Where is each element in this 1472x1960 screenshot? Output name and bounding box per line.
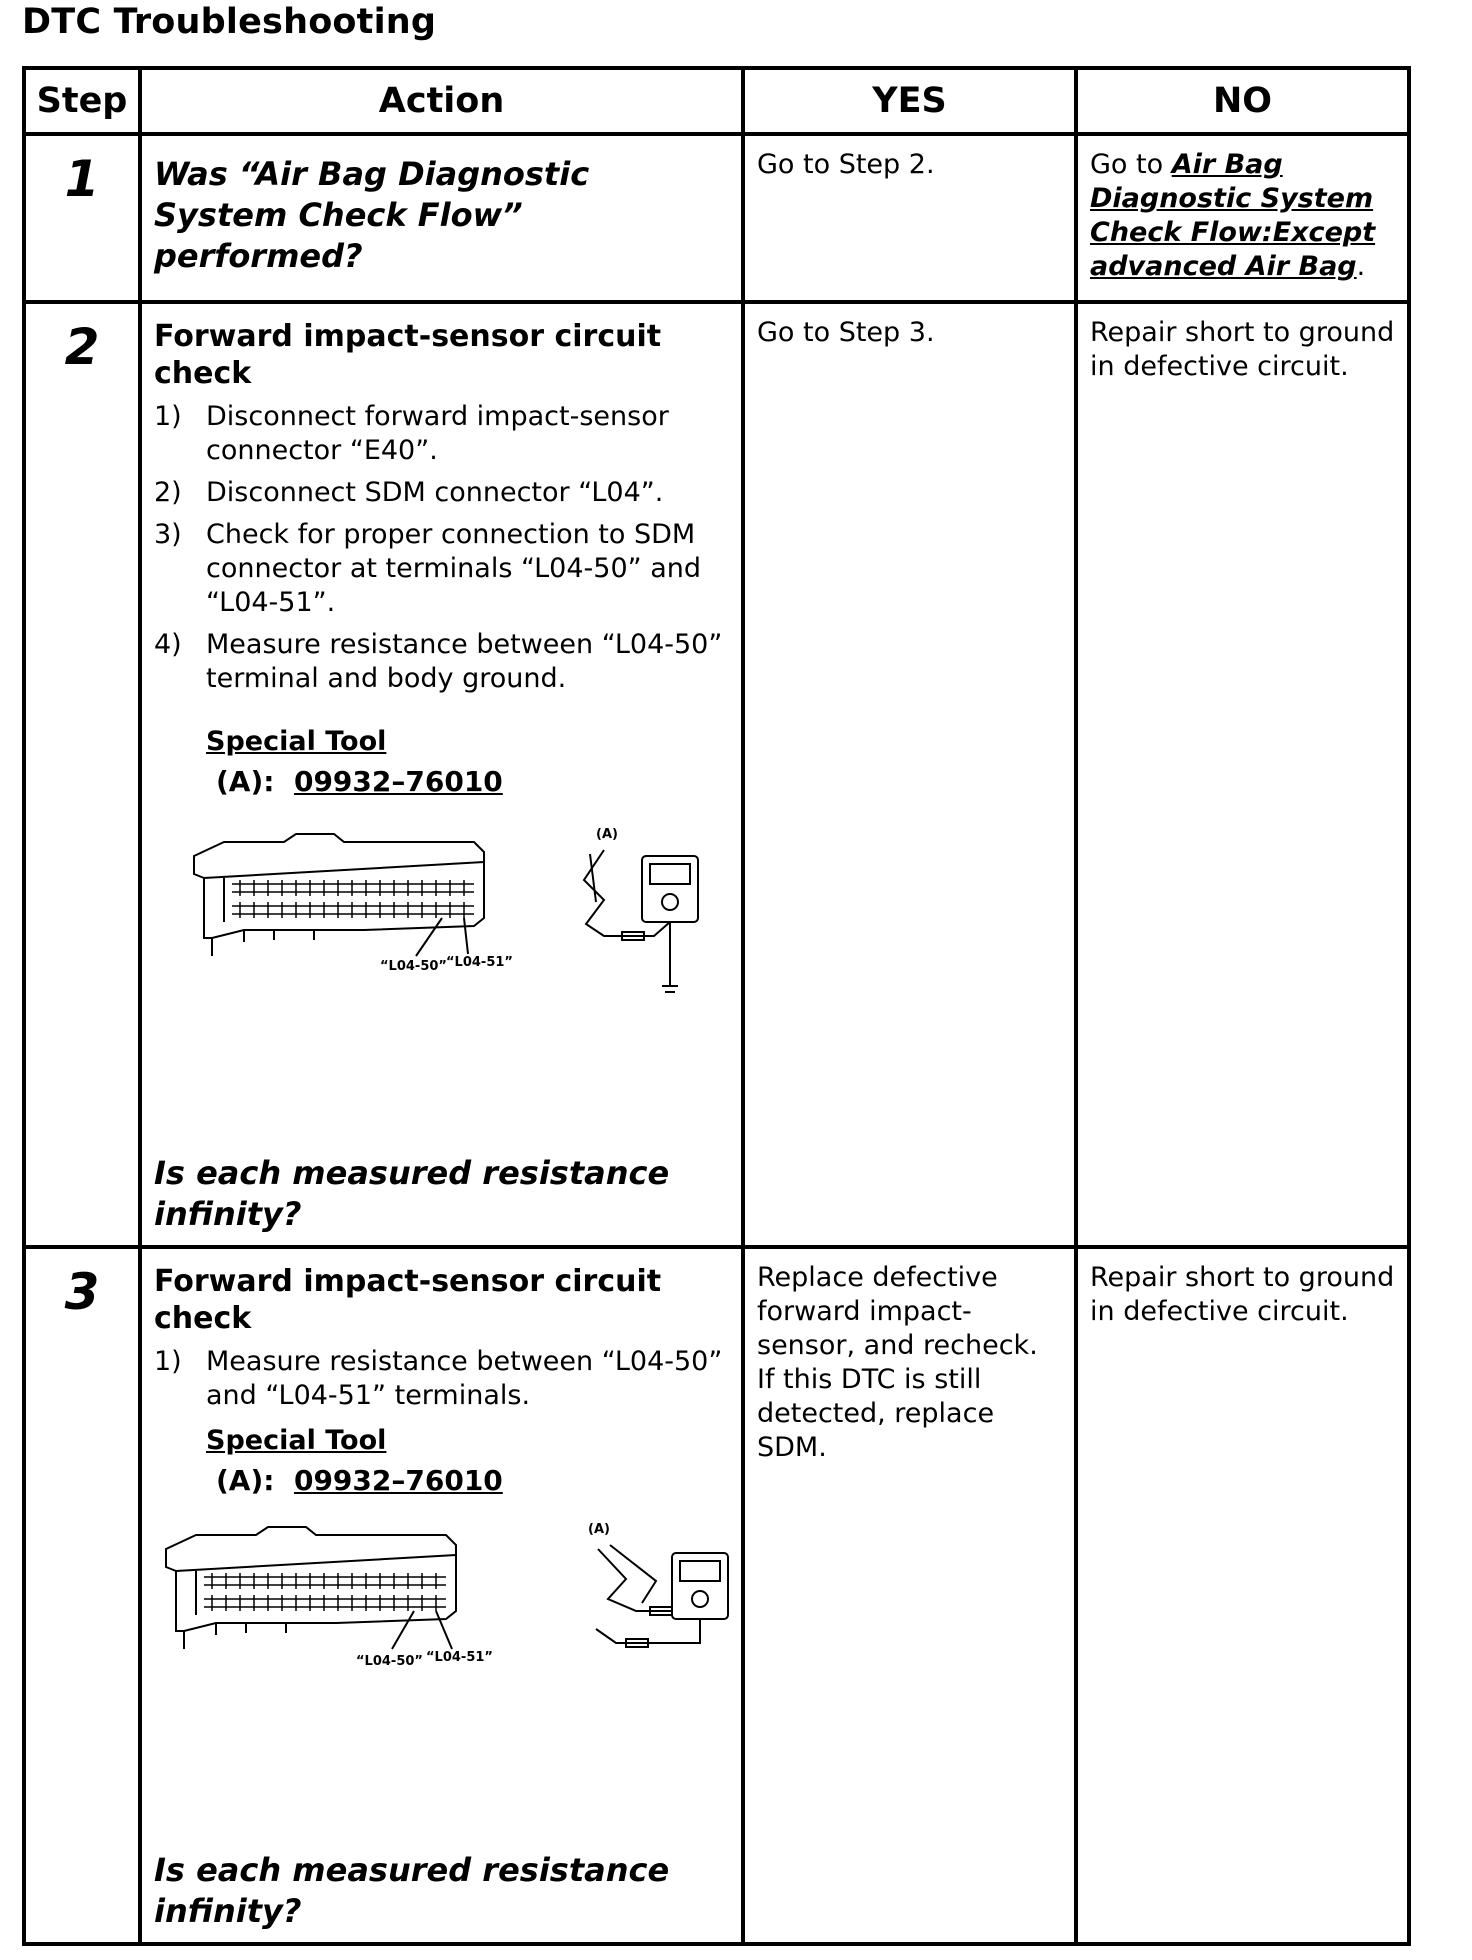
list-item: [154, 628, 729, 696]
table-header-row: [24, 68, 1409, 134]
step-title: Forward impact-sensor circuit check: [154, 319, 662, 391]
page-title: DTC Troubleshooting: [22, 2, 437, 42]
tool-prefix: (A):: [216, 1464, 275, 1497]
list-item: [154, 476, 729, 510]
tool-tag-label: (A): [588, 1522, 610, 1537]
step-question: Is each measured resistance infinity?: [154, 1851, 670, 1930]
special-tool-line: [216, 1461, 729, 1501]
special-tool-label: Special Tool: [206, 1425, 387, 1456]
header-action: Action: [140, 68, 743, 134]
no-cell: Repair short to ground in defective circuit.: [1076, 302, 1409, 1247]
sdm-connector-icon: [194, 834, 484, 956]
item-text: Disconnect SDM connector “L04”.: [206, 477, 664, 508]
item-number: 1): [154, 401, 182, 432]
connector-tester-diagram: [156, 1519, 736, 1689]
no-cell: Repair short to ground in defective circuit.: [1076, 1247, 1409, 1944]
item-text: Check for proper connection to SDM connector at terminals “L04-50” and “L04-51”.: [206, 519, 702, 618]
list-item: [154, 400, 729, 468]
yes-cell: Replace defective forward impact-sensor, and recheck. If this DTC is still detected, replace SDM.: [743, 1247, 1076, 1944]
table-row-step-3: [24, 1247, 1409, 1944]
tool-prefix: (A):: [216, 765, 275, 798]
procedure-list: [154, 1345, 729, 1413]
tool-number: 09932–76010: [293, 765, 503, 798]
special-tool-line: [216, 762, 729, 802]
tool-tag-label: (A): [596, 827, 618, 842]
step-number: 1: [24, 134, 140, 302]
terminal-label-l04-50: “L04-50”: [380, 959, 447, 974]
table-row-step-2: [24, 302, 1409, 1247]
header-no: NO: [1076, 68, 1409, 134]
procedure-list: [154, 400, 729, 696]
yes-cell: Go to Step 2.: [743, 134, 1076, 302]
terminal-label-l04-51: “L04-51”: [446, 955, 513, 970]
item-number: 2): [154, 477, 182, 508]
step-question: Is each measured resistance infinity?: [154, 1154, 670, 1233]
step-question: Was “Air Bag Diagnostic System Check Flow” performed?: [154, 155, 590, 275]
item-text: Disconnect forward impact-sensor connector “E40”.: [206, 401, 669, 466]
tool-number: 09932–76010: [293, 1464, 503, 1497]
dtc-table: [22, 66, 1411, 1946]
header-step: Step: [24, 68, 140, 134]
terminal-label-l04-50: “L04-50”: [356, 1654, 423, 1669]
sdm-connector-icon: [166, 1527, 456, 1649]
step-title: Forward impact-sensor circuit check: [154, 1264, 662, 1336]
step-number: 3: [24, 1247, 140, 1944]
item-number: 3): [154, 519, 182, 550]
no-prefix: Go to: [1090, 149, 1172, 180]
header-yes: YES: [743, 68, 1076, 134]
multimeter-icon: [596, 1545, 728, 1647]
list-item: [154, 518, 729, 620]
multimeter-icon: [584, 850, 698, 992]
table-row-step-1: [24, 134, 1409, 302]
terminal-label-l04-51: “L04-51”: [426, 1650, 493, 1665]
special-tool-label: Special Tool: [206, 726, 387, 757]
check-flow-link[interactable]: Air Bag Diagnostic System Check Flow:Except advanced Air Bag: [1090, 149, 1376, 282]
action-cell: [140, 302, 743, 1247]
no-suffix: .: [1356, 251, 1366, 282]
item-text: Measure resistance between “L04-50” terminal and body ground.: [206, 629, 723, 694]
item-number: 1): [154, 1346, 182, 1377]
action-cell: [140, 134, 743, 302]
connector-tester-diagram: [184, 826, 744, 1006]
list-item: [154, 1345, 729, 1413]
yes-cell: Go to Step 3.: [743, 302, 1076, 1247]
step-number: 2: [24, 302, 140, 1247]
item-number: 4): [154, 629, 182, 660]
item-text: Measure resistance between “L04-50” and “L04-51” terminals.: [206, 1346, 723, 1411]
no-cell: [1076, 134, 1409, 302]
action-cell: [140, 1247, 743, 1944]
